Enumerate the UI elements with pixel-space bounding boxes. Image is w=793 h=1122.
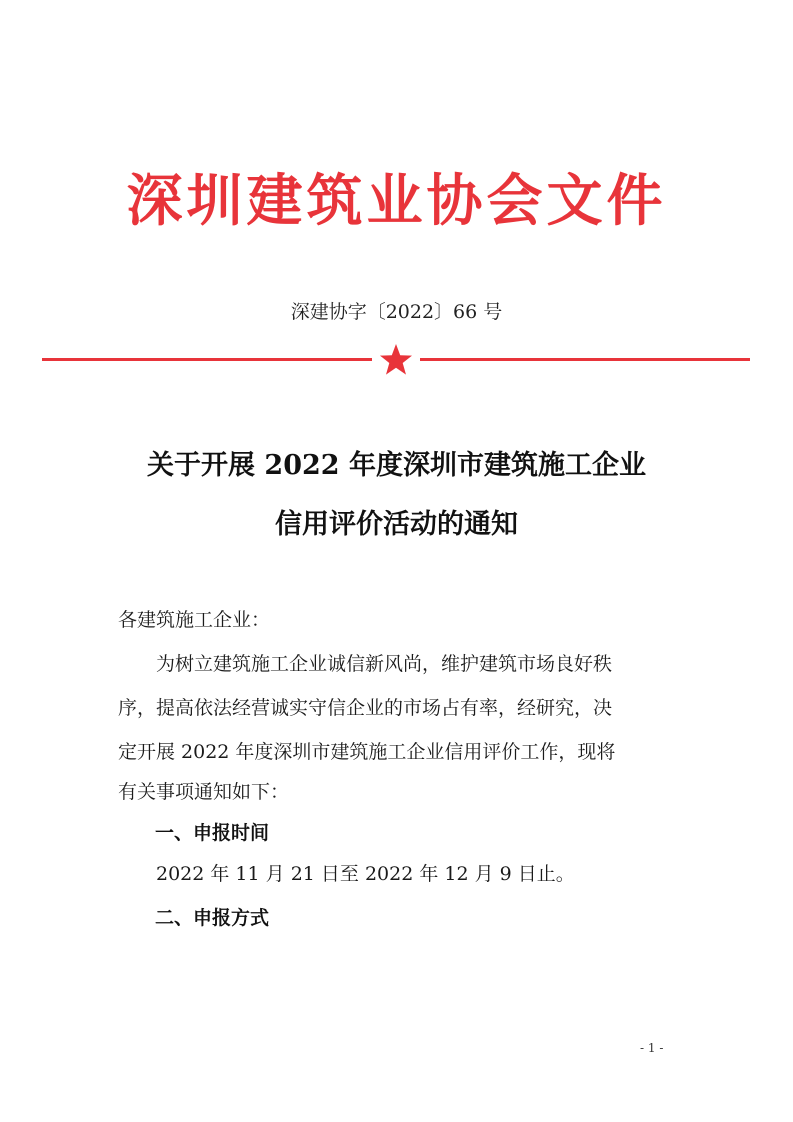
salutation: 各建筑施工企业： (118, 609, 271, 631)
divider-line-right (420, 358, 750, 361)
notice-title-line-2: 信用评价活动的通知 (275, 509, 518, 540)
paragraph-line-2: 序，提高依法经营诚实守信企业的市场占有率，经研究，决 (118, 697, 613, 719)
letterhead-title: 深圳建筑业协会文件 (126, 169, 667, 234)
paragraph-line-4: 有关事项通知如下： (118, 781, 290, 803)
notice-title-line-1: 关于开展 2022 年度深圳市建筑施工企业 (147, 450, 646, 481)
divider-line-left (42, 358, 372, 361)
page-number: - 1 - (640, 1041, 664, 1055)
paragraph-line-1: 为树立建筑施工企业诚信新风尚，维护建筑市场良好秩 (156, 653, 613, 675)
section-1-text: 2022 年 11 月 21 日至 2022 年 12 月 9 日止。 (156, 863, 575, 885)
document-number: 深建协字〔2022〕66 号 (290, 301, 503, 323)
paragraph-line-3: 定开展 2022 年度深圳市建筑施工企业信用评价工作，现将 (118, 741, 616, 763)
star-icon (378, 342, 414, 378)
red-divider (42, 346, 750, 374)
section-heading-2: 二、申报方式 (155, 907, 270, 929)
section-heading-1: 一、申报时间 (155, 822, 270, 844)
